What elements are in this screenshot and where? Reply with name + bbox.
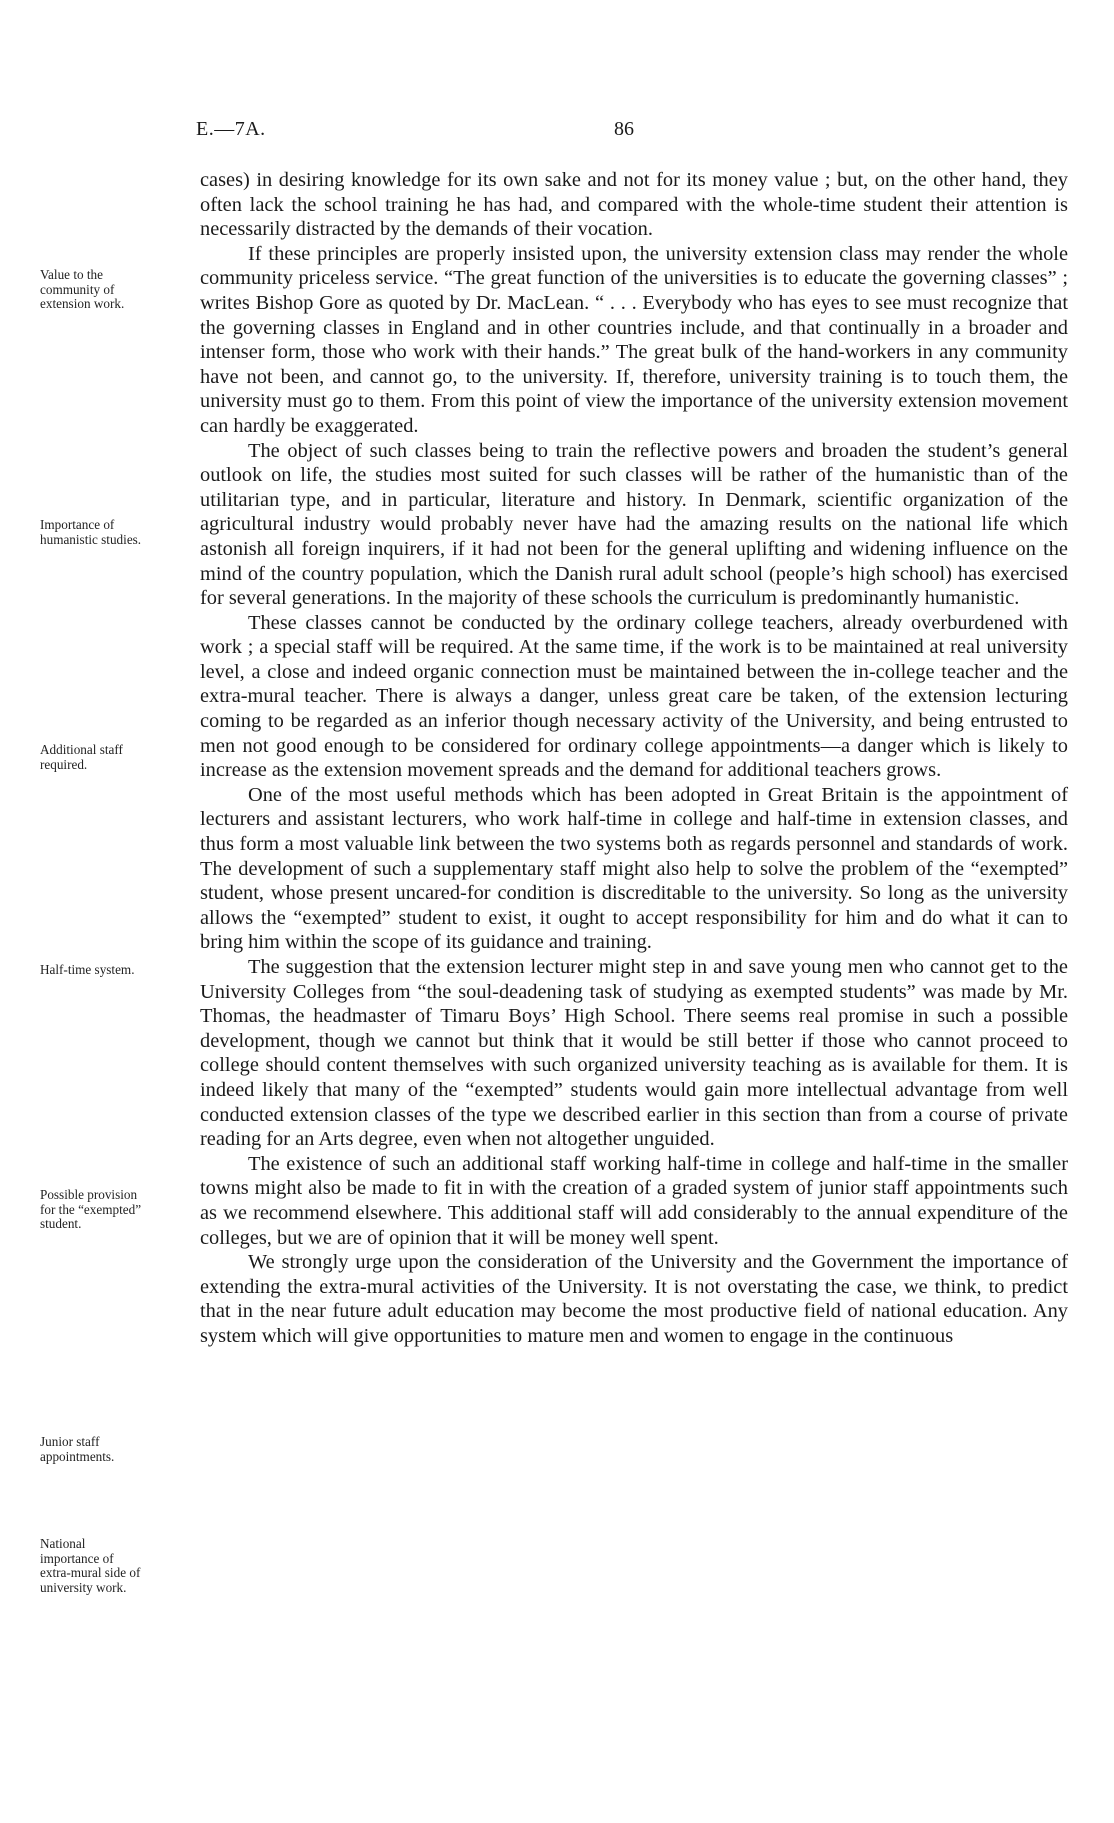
paragraph-extension-value: If these principles are properly insisted upon, the university extension class may render the whole community priceless service. “The great function of the universities is to educate the governing classes” ; writes Bishop Gore as quoted by Dr. MacLean. “ . . . Everybody who has eyes to see must recognize that the governing classes in England and in other countries include, and that continually in a broader and intenser form, those who work with their hands.” The great bulk of the hand-workers in any community have not been, and cannot go, to the university. If, therefore, university training is to touch them, the university must go to them. From this point of view the importance of the university extension movement can hardly be exaggerated.: [200, 242, 1068, 437]
margin-note-line: Possible provision: [40, 1187, 138, 1202]
paragraph-continuation: cases) in desiring knowledge for its own sake and not for its money value ; but, on the other hand, they often lack the school training he has had, and compared with the whole-time student their attention is necessarily distracted by the demands of their vocation.: [200, 169, 1068, 241]
paragraph-junior-staff: The existence of such an additional staff working half-time in college and half-time in the smaller towns might also be made to fit in with the creation of a graded system of junior staff appointments such as we recommend elsewhere. This additional staff will add considerably to the annual expenditure of the colleges, but we are of opinion that it will be money well spent.: [200, 1152, 1068, 1249]
margin-note-line: humanistic studies.: [40, 531, 142, 547]
margin-note-line: extension work.: [40, 296, 125, 312]
margin-note-half-time-system: [40, 963, 190, 978]
margin-note-line: Half-time system.: [40, 962, 135, 977]
margin-note-line: Additional staff: [40, 742, 123, 757]
margin-note-line: importance of: [40, 1550, 114, 1566]
margin-note-humanistic-studies: [40, 518, 190, 547]
margin-note-junior-staff: [40, 1435, 190, 1464]
margin-note-line: appointments.: [40, 1448, 115, 1464]
margin-note-line: National: [40, 1536, 86, 1551]
margin-note-line: Value to the: [40, 267, 103, 282]
margin-note-line: Junior staff: [40, 1434, 100, 1449]
margin-note-line: community of: [40, 281, 115, 297]
page-number: 86: [614, 118, 634, 140]
body-text: [200, 168, 1068, 1349]
paragraph-exempted-student: The suggestion that the extension lecturer might step in and save young men who cannot get to the University Colleges from “the soul-deadening task of studying as exempted students” was made by Mr. Thomas, the headmaster of Timaru Boys’ High School. There seems real promise in such a possible development, though we cannot but think that it would be still better if those who cannot proceed to college should content themselves with such organized university teaching as is available for them. It is indeed likely that many of the “exempted” students would gain more intellectual advantage from well conducted extension classes of the type we described earlier in this section than from a course of private reading for an Arts degree, even when not altogether unguided.: [200, 956, 1068, 1151]
margin-note-line: university work.: [40, 1579, 127, 1595]
paragraph-humanistic-studies: The object of such classes being to train the reflective powers and broaden the student’s general outlook on life, the studies most suited for such classes will be rather of the humanistic than of the utilitarian type, and in particular, literature and history. In Denmark, scientific organization of the agricultural industry would probably never have had the amazing results on the national life which astonish all foreign inquirers, if it had not been for the general uplifting and widening influence on the mind of the country population, which the Danish rural adult school (people’s high school) has exercised for several generations. In the majority of these schools the curriculum is predominantly humanistic.: [200, 439, 1068, 610]
paragraph-national-importance: We strongly urge upon the consideration of the University and the Government the importance of extending the extra-mural activities of the University. It is not overstating the case, we think, to predict that in the near future adult education may become the most productive field of national education. Any system which will give opportunities to mature men and women to engage in the continuous: [200, 1251, 1068, 1347]
margin-note-value-to-community: [40, 268, 190, 312]
margin-note-additional-staff: [40, 743, 190, 772]
margin-note-line: for the “exempted”: [40, 1201, 142, 1217]
margin-note-line: student.: [40, 1216, 82, 1232]
paragraph-half-time-system: One of the most useful methods which has been adopted in Great Britain is the appointment of lecturers and assistant lecturers, who work half-time in college and half-time in extension classes, and thus form a most valuable link between the two systems both as regards personnel and standards of work. The development of such a supplementary staff might also help to solve the problem of the “exempted” student, whose present uncared-for condition is discreditable to the university. So long as the university allows the “exempted” student to exist, it ought to accept responsibility for him and do what it can to bring him within the scope of its guidance and training.: [200, 783, 1068, 954]
document-reference: E.—7A.: [196, 118, 266, 140]
margin-note-line: Importance of: [40, 517, 115, 532]
paragraph-additional-staff: These classes cannot be conducted by the ordinary college teachers, already overburdened with work ; a special staff will be required. At the same time, if the work is to be maintained at real university level, a close and indeed organic connection must be maintained between the in-college teacher and the extra-mural teacher. There is always a danger, unless great care be taken, of the extension lecturing coming to be regarded as an inferior though necessary activity of the University, and being entrusted to men not good enough to be considered for ordinary college appointments—a danger which is likely to increase as the extension movement spreads and the demand for additional teachers grows.: [200, 611, 1068, 782]
margin-note-national-importance: [40, 1537, 190, 1595]
margin-note-line: required.: [40, 756, 88, 772]
margin-note-exempted-student: [40, 1188, 190, 1232]
margin-note-line: extra-mural side of: [40, 1565, 141, 1581]
page-header: [196, 118, 1066, 144]
